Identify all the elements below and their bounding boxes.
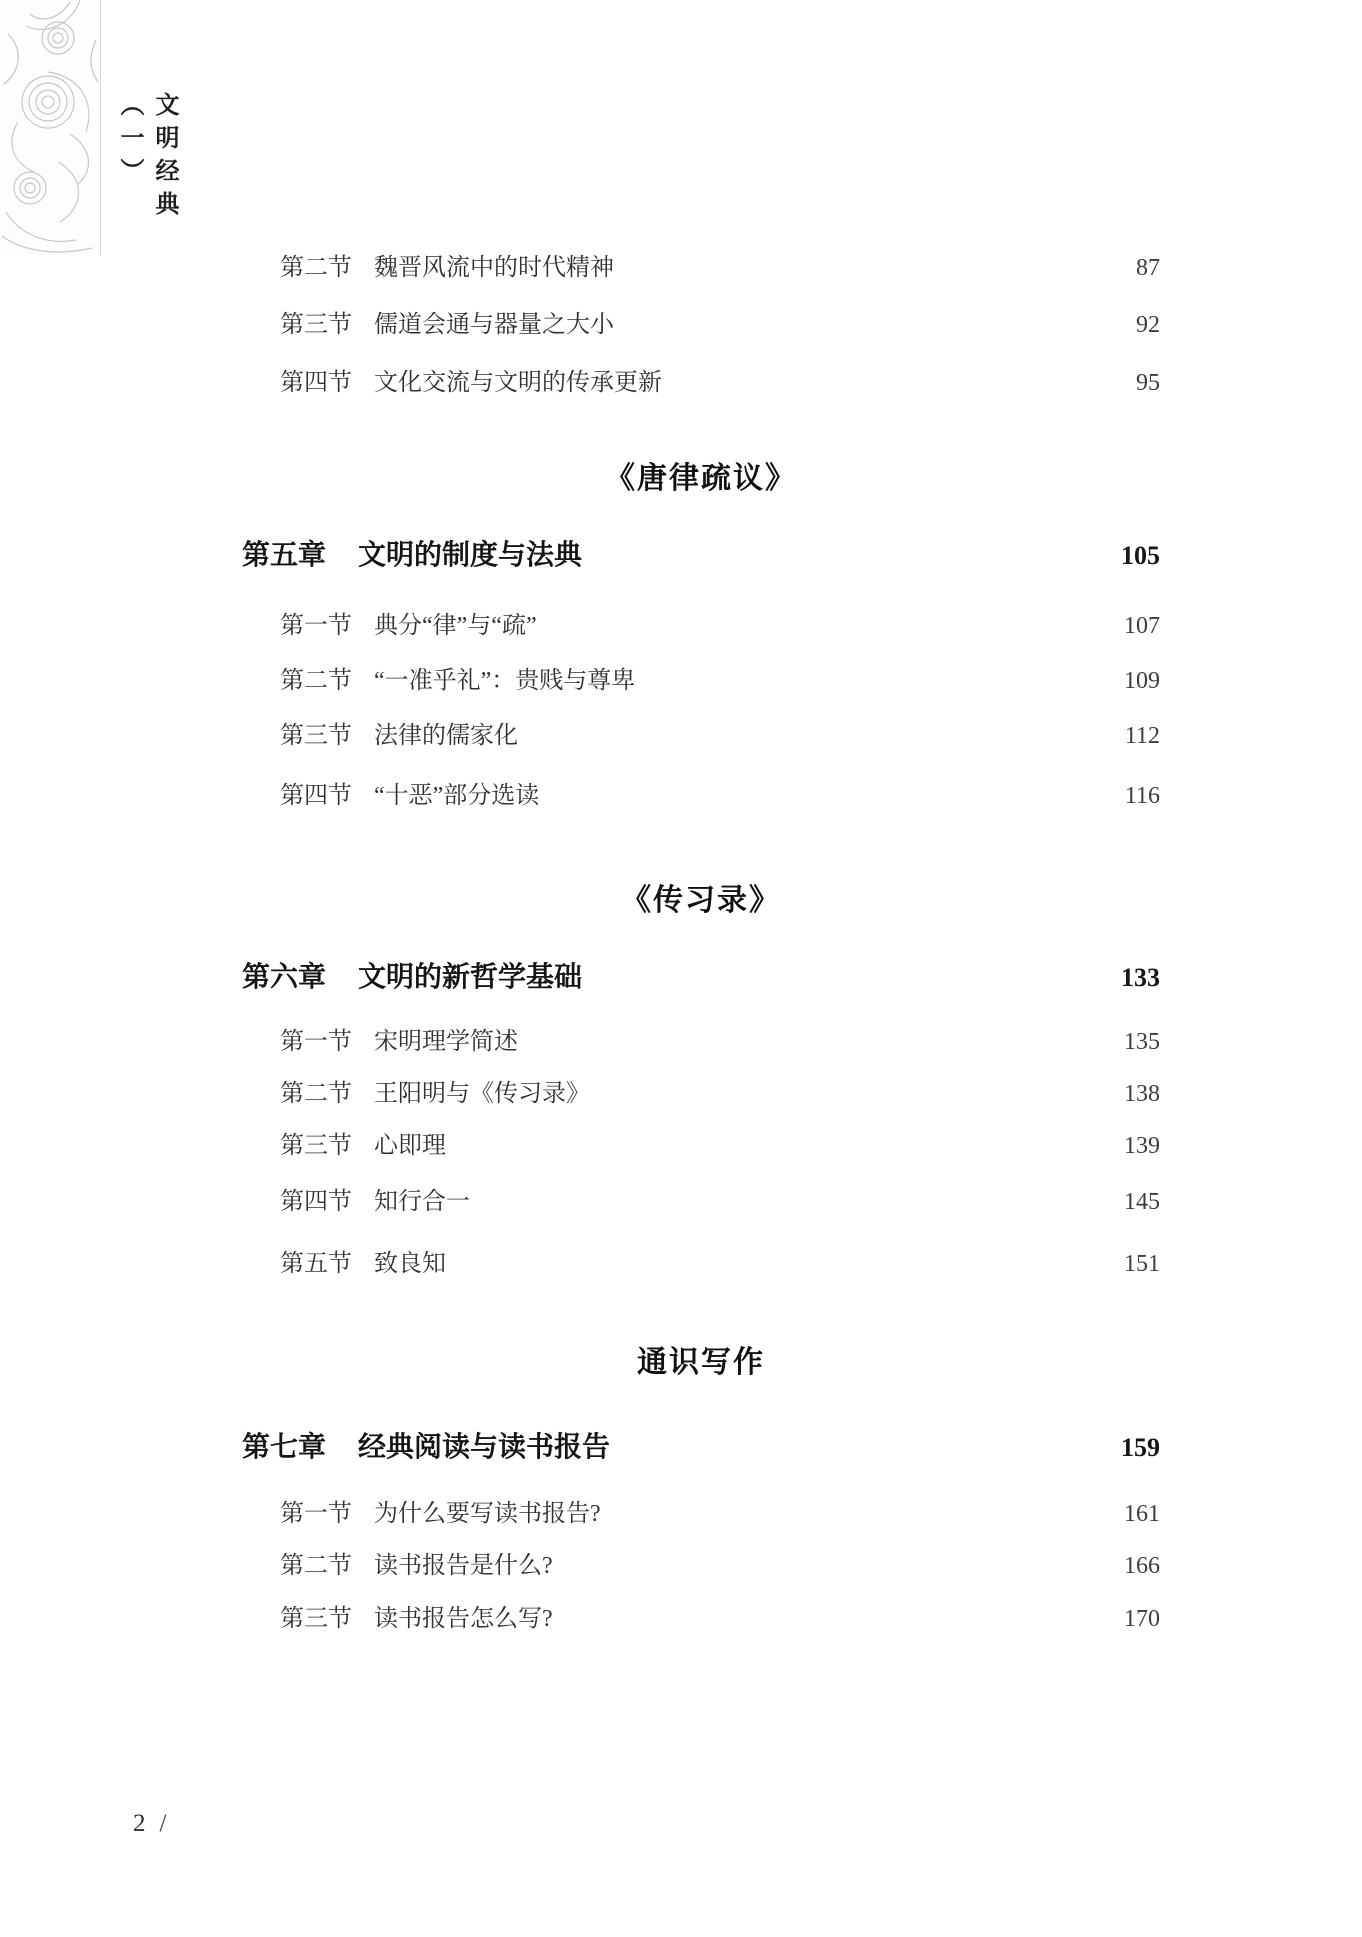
page-number: 112 xyxy=(1124,723,1160,749)
section-label: 第四节 xyxy=(280,370,352,396)
page-number: 161 xyxy=(1124,1501,1160,1527)
page-number: 92 xyxy=(1136,312,1160,338)
toc-section-row xyxy=(280,255,1160,283)
page-number: 135 xyxy=(1124,1029,1160,1055)
section-title: 致良知 xyxy=(374,1251,446,1277)
toc-section-row xyxy=(280,1133,1160,1161)
section-title: 读书报告怎么写? xyxy=(374,1606,553,1632)
chapter-label: 第六章 xyxy=(242,962,327,993)
group-heading: 《唐律疏议》 xyxy=(605,462,797,495)
page-number: 159 xyxy=(1121,1433,1160,1462)
toc-section-row xyxy=(280,370,1160,398)
section-label: 第一节 xyxy=(280,613,352,639)
toc-section-row xyxy=(280,1081,1160,1109)
chapter-label: 第五章 xyxy=(242,540,327,571)
page-number: 151 xyxy=(1124,1251,1160,1277)
section-title: 读书报告是什么? xyxy=(374,1553,553,1579)
folio-separator: / xyxy=(159,1810,167,1837)
wave-pattern-ornament xyxy=(0,0,101,255)
page-number: 87 xyxy=(1136,255,1160,281)
chapter-title: 文明的新哲学基础 xyxy=(358,962,583,993)
section-label: 第三节 xyxy=(280,1133,352,1159)
toc-section-row xyxy=(280,613,1160,641)
toc-section-row xyxy=(280,1553,1160,1581)
toc-chapter-row xyxy=(242,962,1160,994)
section-title: 魏晋风流中的时代精神 xyxy=(374,255,614,281)
page-number: 133 xyxy=(1121,963,1160,992)
page-folio xyxy=(133,1810,166,1838)
section-title: 儒道会通与器量之大小 xyxy=(374,312,614,338)
toc-section-row xyxy=(280,723,1160,751)
group-heading: 《传习录》 xyxy=(621,884,781,917)
toc-section-row xyxy=(280,312,1160,340)
book-title-vertical: 文明经典（一） xyxy=(116,92,177,224)
toc-section-row xyxy=(280,1606,1160,1634)
chapter-title: 经典阅读与读书报告 xyxy=(358,1432,611,1463)
section-title: 法律的儒家化 xyxy=(374,723,518,749)
page-number: 166 xyxy=(1124,1553,1160,1579)
section-label: 第二节 xyxy=(280,1081,352,1107)
section-title: “一准乎礼”：贵贱与尊卑 xyxy=(374,668,636,694)
section-title: 王阳明与《传习录》 xyxy=(374,1081,590,1107)
section-label: 第一节 xyxy=(280,1501,352,1527)
toc-chapter-row xyxy=(242,540,1160,572)
section-label: 第四节 xyxy=(280,1189,352,1215)
wave-pattern-art xyxy=(0,0,100,255)
page-number: 170 xyxy=(1124,1606,1160,1632)
toc-section-row xyxy=(280,1029,1160,1057)
section-label: 第四节 xyxy=(280,783,352,809)
section-title: 为什么要写读书报告? xyxy=(374,1501,601,1527)
section-label: 第一节 xyxy=(280,1029,352,1055)
page-number: 105 xyxy=(1121,541,1160,570)
chapter-label: 第七章 xyxy=(242,1432,327,1463)
section-title: “十恶”部分选读 xyxy=(374,783,540,809)
toc-section-row xyxy=(280,1251,1160,1279)
section-title: 典分“律”与“疏” xyxy=(374,613,537,639)
toc-section-row xyxy=(280,668,1160,696)
section-label: 第二节 xyxy=(280,668,352,694)
section-title: 文化交流与文明的传承更新 xyxy=(374,370,662,396)
toc-section-row xyxy=(280,1189,1160,1217)
section-title: 宋明理学简述 xyxy=(374,1029,518,1055)
section-label: 第二节 xyxy=(280,255,352,281)
page-number: 145 xyxy=(1124,1189,1160,1215)
section-label: 第三节 xyxy=(280,312,352,338)
section-label: 第三节 xyxy=(280,723,352,749)
page-number: 139 xyxy=(1124,1133,1160,1159)
folio-number: 2 xyxy=(133,1810,146,1837)
section-title: 心即理 xyxy=(374,1133,446,1159)
page-number: 109 xyxy=(1124,668,1160,694)
toc-section-row xyxy=(280,1501,1160,1529)
toc-chapter-row xyxy=(242,1432,1160,1464)
page-number: 107 xyxy=(1124,613,1160,639)
chapter-title: 文明的制度与法典 xyxy=(358,540,583,571)
section-label: 第五节 xyxy=(280,1251,352,1277)
page-number: 95 xyxy=(1136,370,1160,396)
page-number: 116 xyxy=(1124,783,1160,809)
section-label: 第三节 xyxy=(280,1606,352,1632)
page-number: 138 xyxy=(1124,1081,1160,1107)
toc-section-row xyxy=(280,783,1160,811)
section-title: 知行合一 xyxy=(374,1189,470,1215)
group-heading: 通识写作 xyxy=(637,1346,765,1379)
section-label: 第二节 xyxy=(280,1553,352,1579)
